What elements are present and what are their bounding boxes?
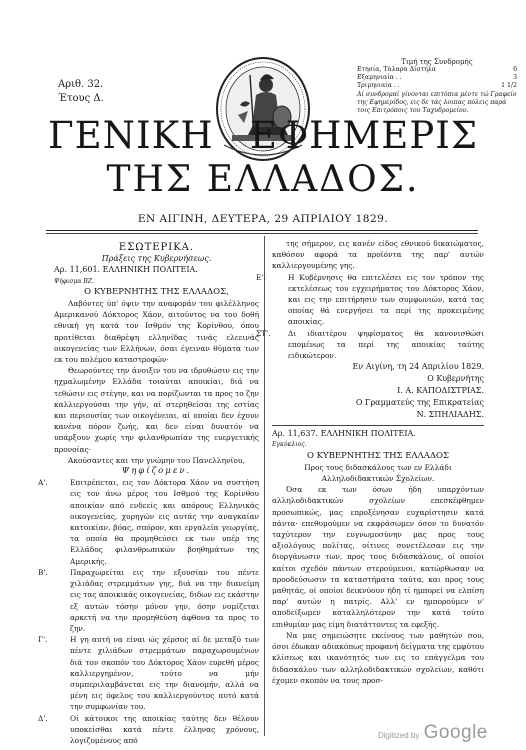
paragraph: Ακούσαντες και την γνώμην του Πανελληνίου, (68, 455, 245, 465)
article-text: Η Κυβέρνησις θα επιτελέσει εις τον τρόπον της εκτελέσεως του εγχειρήματος του Δόκτορος Χάον, και εις την επιτήρησιν των συμφωνιών, κατά τας οποίας θά ενεργήσει τα περί της προκειμένης αποικίας. (288, 272, 484, 327)
section-heading: ΕΣΩΤΕΡΙΚΑ. (118, 242, 195, 253)
decree-label: Ψήφισμα ΒΖ. (54, 277, 94, 285)
article-text: Παραχωρείται εις την εξουσίαν του πέντε χιλιάδας στρεμμάτων γης, διά να την διανείμη εις τας αποικικάς οικογενείας, διδων εις εκάστην εξ αυτών τόσην μόνον γην, όσην νομίζεται αρκετή να την προμηθεύση άφθονα τα προς το ζην. (70, 567, 259, 633)
article-letter: ΣΤ'. (256, 328, 271, 338)
decree-date: Εν Αιγίνη, τη 24 Απριλίου 1829. (352, 362, 484, 372)
issue-info (58, 78, 104, 106)
section-subheading: Πράξεις της Κυβερνήσεως. (101, 254, 212, 264)
decree-article (38, 567, 259, 634)
left-column (38, 242, 259, 746)
watermark-prefix: Digitized by (378, 731, 420, 740)
masthead-left-word: ΓΕΝΙΚΗ (48, 114, 214, 157)
article-letter: Ε'. (256, 272, 266, 282)
price-row-value: 6 (513, 66, 517, 73)
dateline: ΕΝ ΑΙΓΙΝΗ, ΔΕΥΤΕΡΑ, 29 ΑΠΡΙΛΙΟΥ 1829. (137, 213, 389, 225)
decree-article (38, 634, 259, 712)
article-letter: Α'. (38, 478, 48, 488)
decree-article (38, 477, 259, 567)
article-number: Αρ. 11,601. ΕΛΛΗΝΙΚΗ ΠΟΛΙΤΕΙΑ. (54, 265, 198, 275)
masthead-line2: ΤΗΣ ΕΛΛΑΔΟΣ. (106, 159, 420, 200)
article-separator (272, 425, 484, 686)
secretary-name: Ν. ΣΠΗΛΙΑΔΗΣ. (416, 410, 484, 420)
paragraph: Λαβόντες ύπ' όψιν την αναφοράν του φιλέλληνος Αμερικανού Δόκτορος Χάον, αιτούντος να του δοθή εθνική γη κατά τον Ισθμόν της Κορίνθου, όπου προτίθεται διαθρέψη ελληνίδας τινάς ελεεινάς οικογενείας των Ελλήνων, όσαι έγειναν θύματα των εκ του πολέμου καταστροφών· (54, 299, 259, 365)
secretary-label: Ο Γραμματεύς της Επικρατείας (355, 398, 484, 408)
article-text: Επιτρέπεται, εις τον Δόκτορα Χάον να συστήση εις τον άνω μέρος του Ισθμού της Κορίνθου αποικίαν από ενδεείς και απόρους Ελληνικάς οικογενείας, χορηγών εις αυτάς την αναγκαίαν κατοικίαν, βόας, σπόρον, και εργαλεία γεωργίας, τα οποία θα προμηθεύσει εκ των υπέρ της Ελλάδος φιλανθρωπικών βοηθημάτων της Αμερικής. (70, 478, 259, 566)
price-row (357, 66, 517, 74)
header-rule-thin (46, 233, 478, 234)
decree-heading: Ψηφίζομεν. (121, 466, 192, 477)
circular-label: Εγκύκλιος. (272, 441, 307, 449)
article-letter: Δ'. (38, 713, 48, 723)
paragraph: Να μας σημειώσητε εκείνους των μαθητών σου, όσοι έδωκαν αδιακόπως προφανή δείγματα της εμφύτου κλίσεως και ικανότητός των εις το επάγγελμα του διδασκάλου των αλληλοδιδακτικών σχολείων, καθότι έχομεν σκοπόν να τους προσ- (272, 630, 484, 685)
google-watermark (378, 722, 488, 744)
paragraph: Όσα εκ των όσων ήδη υπαρχόντων αλληλοδιδακτικών σχολείων επεσκέφθημεν προσωπικώς, μας επροξένησαν ευχαρίστησιν κατά πάντα· επεθυμούμεν να εκφράσωμεν όσον το δυνατόν ταχύτερον την ευγνωμοσύνην μας προς τους αξιολόγους πολίτας, οίτινες συνετέλεσαν εις την διοργάνωσιν των, προς τους διδασκάλους, οί οποίοι καίτοι σχεδόν πάντων στερούμενοι, κατώρθωσαν να προοδεύσωσιν τα καταστήματα ταύτα, και προς τους μαθητάς, οί οποίοι δεικνύουν ήδη τί ημπορεί να ελπίση παρ' αυτών η πατρίς. Αλλ' εν ημπορούμεν ν' αποδείξωμεν καταλληλότερον την κατά τούτο επιθυμίαν μας είμη διατάττοντες τα εφεξής. (272, 485, 484, 629)
article-text: Οί κάτοικοι της αποικίας ταύτης δεν θέλουν υποκείσθαι κατά πέντε έλληνας χρόνους, λογιζομένους από (70, 713, 259, 745)
decree-article (256, 328, 484, 362)
price-row-label: Εξαμηνιαία . . (357, 74, 402, 81)
governor-heading: Ο ΚΥΒΕΡΝΗΤΗΣ ΤΗΣ ΕΛΛΑΔΟΣ, (84, 286, 229, 297)
masthead-right-word: ΕΦΗΜΕΡΙΣ (249, 114, 478, 157)
price-note: Αί συνδρομαί γίνονται επιτόπια μέντε τώ Γραφείο της Εφημερίδος, εις δε τάς λοιπας πόλεις παρά τοις Επιτρόποις του Ταχυδρομείου. (357, 91, 517, 114)
price-row-value: 3 (513, 74, 517, 81)
issue-year: Έτους Δ. (58, 93, 104, 104)
signature-label: Ο Κυβερνήτης (427, 374, 484, 384)
circular-addressee: Προς τους διδασκάλους των εν Ελλάδι Αλληλοδιδακτικών Σχολείων. (304, 462, 452, 484)
header-rule (46, 230, 478, 231)
price-row (357, 74, 517, 82)
price-row (357, 82, 517, 90)
price-row-label: Τριμηνιαία . . (357, 82, 400, 89)
article-letter: Γ'. (38, 635, 48, 645)
subscription-price-box (357, 58, 517, 115)
price-row-value: 1 1/2 (501, 82, 517, 89)
decree-article (256, 272, 484, 328)
article-number: Αρ. 11,637. ΕΛΛΗΝΙΚΗ ΠΟΛΙΤΕΙΑ. (272, 429, 416, 439)
signature-name: Ι. Α. ΚΑΠΟΔΙΣΤΡΙΑΣ. (397, 386, 484, 396)
right-column (256, 238, 484, 686)
article-text: Δι ιδιαιτέρου ψηφίσματος θα κανονισθώσι επομένως τα περί της αποικίας ταύτης ειδικώτερον. (288, 328, 484, 361)
price-row-label: Ετησία, Τάλαρα Δίστηλα (357, 66, 436, 73)
governor-heading: Ο ΚΥΒΕΡΝΗΤΗΣ ΤΗΣ ΕΛΛΑΔΟΣ (307, 450, 449, 461)
price-title: Τιμή της Συνδρομής (401, 58, 473, 66)
decree-article (38, 713, 259, 747)
watermark-logo: Google (423, 722, 488, 743)
issue-number: Αριθ. 32. (58, 79, 104, 90)
column-divider (264, 236, 265, 736)
paragraph: Θεωρούντες την άνοιξιν του να ιδρυθώσιν εις την ηχμαλωμένην Ελλάδα τοιαύται αποικίαι, διά να τεθώσιν εις στέγην, και να πορίζωνται τα προς το ζην καλλιεργούσαι την γήν, αί στερηθείσαι της εστίας και περιουσίας των οικογένειαι, αί οποίαι δεν έχουν κανένα πόρον ζωής, και δεν είναι δυνατόν να υπάρξουν χωρίς την φιλανθρωπίαν της ευεργετικής προνοίας· (54, 366, 259, 454)
paragraph: της σήμερον, εις κανέν είδος εθνικού δικαιώματος, καθόσον αφορά τα προϊόντα της παρ' αυτών καλλιεργουμένης γης. (272, 239, 484, 271)
article-text: Η γη αυτή να είναι ώς χέρσος αί δε μεταξύ των πέντε χιλιάδων στρεμμάτων παραχωρουμένων διά τον σκοπόν του Δόκτορος Χάον ευρεθή μέρος καλλιεργημένον, τούτο να μήν συμπεριλαμβάνεται εις την διανομήν, αλλά να μένη εις όφελος του καλλιεργούντος αυτό κατά την συμφωνίαν του. (70, 635, 259, 712)
article-letter: Β'. (38, 567, 48, 577)
